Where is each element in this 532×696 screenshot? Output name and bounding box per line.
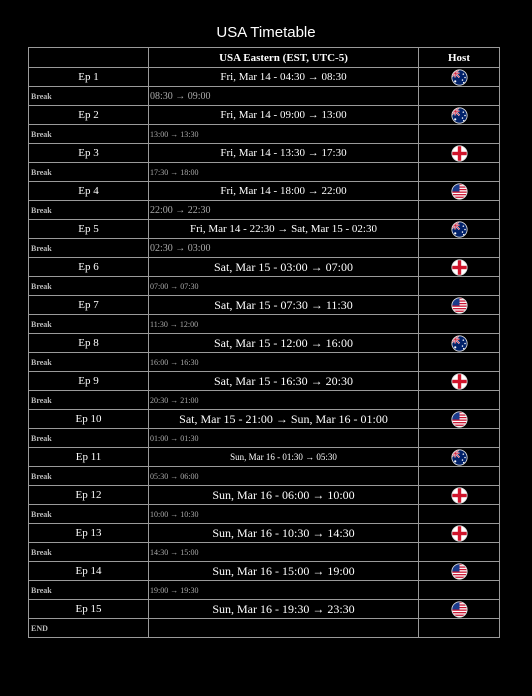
host-cell [419,448,500,467]
host-cell [419,600,500,619]
episode-time: Sun, Mar 16 - 10:30 → 14:30 [149,524,419,543]
break-row [29,315,500,334]
host-cell [419,467,500,486]
usa-flag-icon [451,297,468,314]
episode-time: Fri, Mar 14 - 22:30 → Sat, Mar 15 - 02:30 [149,220,419,239]
episode-time: Sun, Mar 16 - 15:00 → 19:00 [149,562,419,581]
episode-time: Sat, Mar 15 - 16:30 → 20:30 [149,372,419,391]
break-label: Break [29,201,149,220]
break-time: 13:00 → 13:30 [149,125,419,144]
episode-label: Ep 7 [29,296,149,315]
australia-flag-icon [451,107,468,124]
break-time: 20:30 → 21:00 [149,391,419,410]
break-row [29,581,500,600]
episode-label: Ep 4 [29,182,149,201]
break-time: 17:30 → 18:00 [149,163,419,182]
episode-row [29,600,500,619]
break-label: Break [29,467,149,486]
episode-row [29,68,500,87]
break-row [29,239,500,258]
episode-time: Fri, Mar 14 - 09:00 → 13:00 [149,106,419,125]
uk-flag-icon [451,373,468,390]
episode-label: Ep 14 [29,562,149,581]
break-time: 11:30 → 12:00 [149,315,419,334]
episode-time: Sat, Mar 15 - 03:00 → 07:00 [149,258,419,277]
break-row [29,163,500,182]
header-label-cell [29,48,149,68]
host-cell [419,429,500,448]
host-cell [419,315,500,334]
break-row [29,277,500,296]
break-row [29,467,500,486]
episode-time: Sat, Mar 15 - 21:00 → Sun, Mar 16 - 01:00 [149,410,419,429]
episode-time: Fri, Mar 14 - 04:30 → 08:30 [149,68,419,87]
episode-row [29,372,500,391]
uk-flag-icon [451,145,468,162]
host-cell [419,87,500,106]
break-row [29,505,500,524]
break-time: 08:30 → 09:00 [149,87,419,106]
break-row [29,87,500,106]
episode-time: Sun, Mar 16 - 01:30 → 05:30 [149,448,419,467]
episode-time: Fri, Mar 14 - 18:00 → 22:00 [149,182,419,201]
break-time: 02:30 → 03:00 [149,239,419,258]
episode-time: Fri, Mar 14 - 13:30 → 17:30 [149,144,419,163]
break-time: 14:30 → 15:00 [149,543,419,562]
usa-flag-icon [451,563,468,580]
episode-row [29,448,500,467]
host-cell [419,353,500,372]
break-label: Break [29,239,149,258]
episode-row [29,220,500,239]
episode-row [29,258,500,277]
break-label: Break [29,315,149,334]
episode-label: Ep 8 [29,334,149,353]
header-host-cell: Host [419,48,500,68]
table-header-row [29,48,500,68]
episode-label: Ep 13 [29,524,149,543]
episode-row [29,562,500,581]
episode-time: Sat, Mar 15 - 07:30 → 11:30 [149,296,419,315]
uk-flag-icon [451,525,468,542]
page-title: USA Timetable [216,24,316,41]
host-cell [419,296,500,315]
host-cell [419,68,500,87]
host-cell [419,220,500,239]
break-label: Break [29,505,149,524]
break-label: Break [29,163,149,182]
host-cell [419,239,500,258]
episode-label: Ep 10 [29,410,149,429]
break-row [29,543,500,562]
break-row [29,619,500,638]
header-timezone-cell: USA Eastern (EST, UTC-5) [149,48,419,68]
host-cell [419,524,500,543]
break-time: 01:00 → 01:30 [149,429,419,448]
break-row [29,201,500,220]
break-row [29,429,500,448]
host-cell [419,505,500,524]
break-label: Break [29,391,149,410]
host-cell [419,258,500,277]
episode-time: Sat, Mar 15 - 12:00 → 16:00 [149,334,419,353]
break-label: Break [29,543,149,562]
host-cell [419,125,500,144]
break-label: Break [29,581,149,600]
episode-label: Ep 2 [29,106,149,125]
break-time: 22:00 → 22:30 [149,201,419,220]
episode-label: Ep 9 [29,372,149,391]
australia-flag-icon [451,69,468,86]
host-cell [419,619,500,638]
episode-row [29,296,500,315]
usa-flag-icon [451,411,468,428]
host-cell [419,562,500,581]
break-label: Break [29,353,149,372]
episode-row [29,144,500,163]
australia-flag-icon [451,449,468,466]
break-time: 07:00 → 07:30 [149,277,419,296]
host-cell [419,201,500,220]
timetable [28,47,500,638]
break-row [29,353,500,372]
usa-flag-icon [451,601,468,618]
episode-label: Ep 12 [29,486,149,505]
break-label: Break [29,125,149,144]
episode-time: Sun, Mar 16 - 06:00 → 10:00 [149,486,419,505]
break-time: 19:00 → 19:30 [149,581,419,600]
episode-label: Ep 5 [29,220,149,239]
host-cell [419,163,500,182]
episode-label: Ep 6 [29,258,149,277]
usa-flag-icon [451,183,468,200]
host-cell [419,144,500,163]
episode-row [29,486,500,505]
host-cell [419,106,500,125]
host-cell [419,543,500,562]
episode-row [29,524,500,543]
episode-time: Sun, Mar 16 - 19:30 → 23:30 [149,600,419,619]
episode-row [29,182,500,201]
episode-row [29,410,500,429]
break-time [149,619,419,638]
uk-flag-icon [451,487,468,504]
australia-flag-icon [451,335,468,352]
break-row [29,391,500,410]
break-label: Break [29,277,149,296]
australia-flag-icon [451,221,468,238]
host-cell [419,581,500,600]
episode-label: Ep 11 [29,448,149,467]
break-time: 05:30 → 06:00 [149,467,419,486]
break-label: END [29,619,149,638]
break-label: Break [29,429,149,448]
break-row [29,125,500,144]
host-cell [419,277,500,296]
episode-row [29,334,500,353]
timetable-body [29,68,500,638]
host-cell [419,182,500,201]
host-cell [419,334,500,353]
break-time: 10:00 → 10:30 [149,505,419,524]
host-cell [419,372,500,391]
episode-label: Ep 1 [29,68,149,87]
break-label: Break [29,87,149,106]
host-cell [419,391,500,410]
episode-label: Ep 3 [29,144,149,163]
host-cell [419,486,500,505]
episode-label: Ep 15 [29,600,149,619]
host-cell [419,410,500,429]
uk-flag-icon [451,259,468,276]
episode-row [29,106,500,125]
break-time: 16:00 → 16:30 [149,353,419,372]
